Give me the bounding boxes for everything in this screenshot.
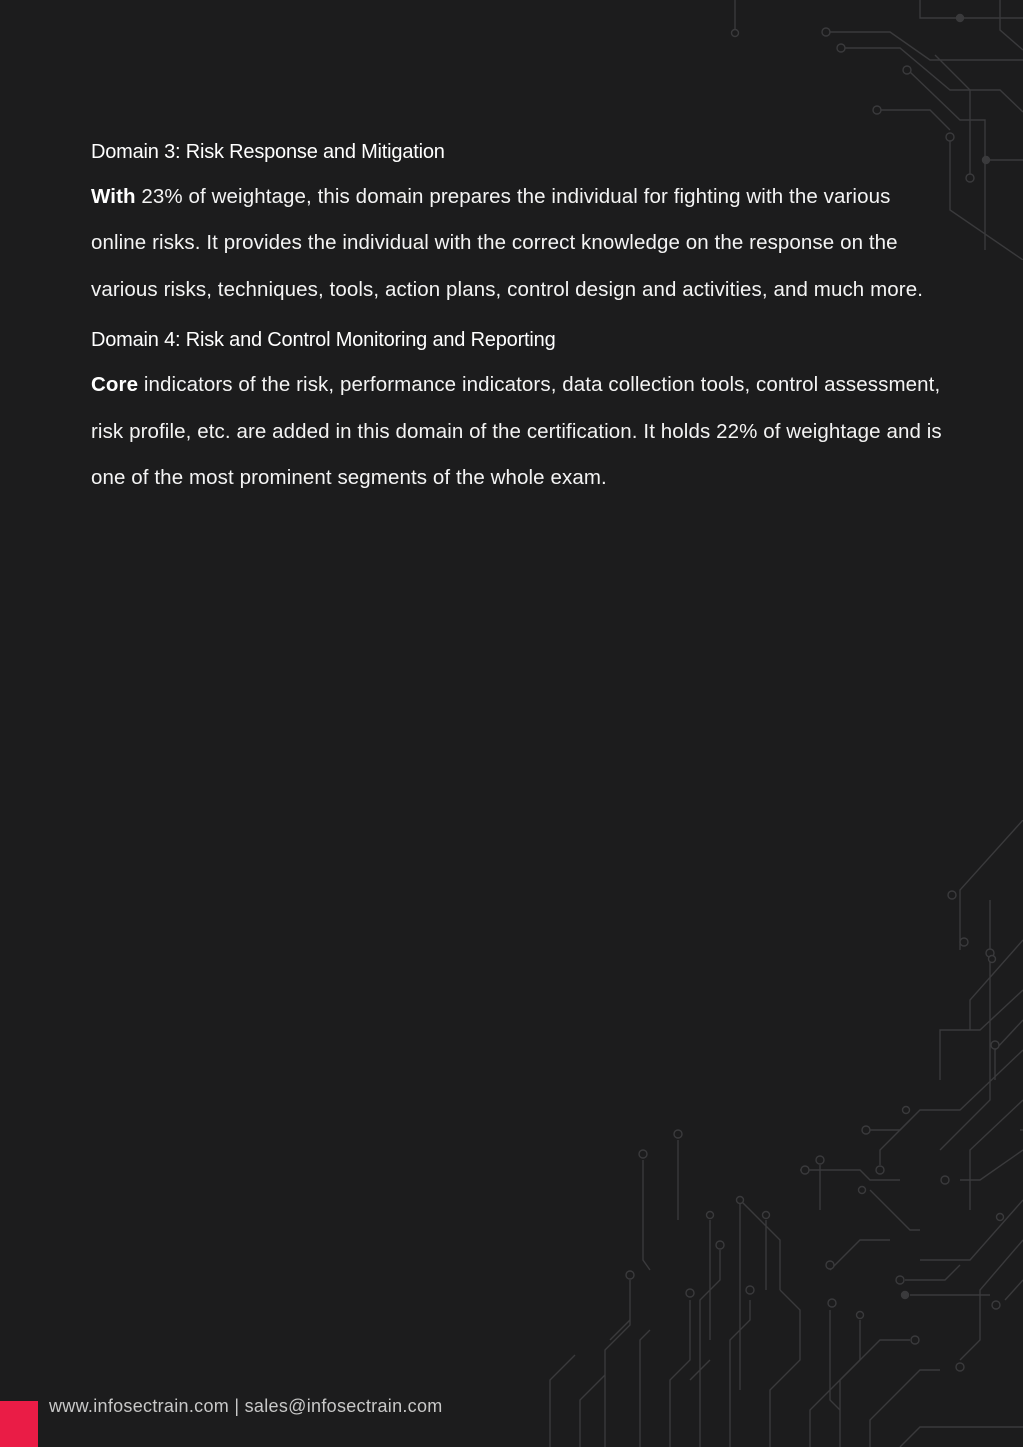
- circuit-decoration-bottom: [540, 820, 1023, 1447]
- footer-contact[interactable]: www.infosectrain.com | sales@infosectrain.com: [49, 1396, 443, 1416]
- domain-4-body-text: indicators of the risk, performance indicators, data collection tools, control assessment, risk profile, etc. are added in this domain of the certification. It holds 22% of weightage and is one of the most prominent segments of the whole exam.: [91, 373, 942, 490]
- domain-3-body-text: 23% of weightage, this domain prepares the individual for fighting with the various online risks. It provides the individual with the correct knowledge on the response on the various risks, techniques, tools, action plans, control design and activities, and much more.: [91, 185, 923, 301]
- domain-3-paragraph: [91, 174, 951, 313]
- domain-4-heading: Domain 4: Risk and Control Monitoring and Reporting: [91, 329, 556, 352]
- domain-3-lead-word: With: [91, 185, 136, 208]
- domain-4-lead-word: Core: [91, 373, 139, 397]
- document-body: [91, 137, 951, 501]
- domain-4-paragraph: [91, 362, 951, 501]
- domain-4-section: [91, 325, 951, 501]
- domain-3-heading: Domain 3: Risk Response and Mitigation: [91, 141, 445, 163]
- domain-3-section: [91, 137, 951, 313]
- footer-accent-square: [0, 1401, 38, 1447]
